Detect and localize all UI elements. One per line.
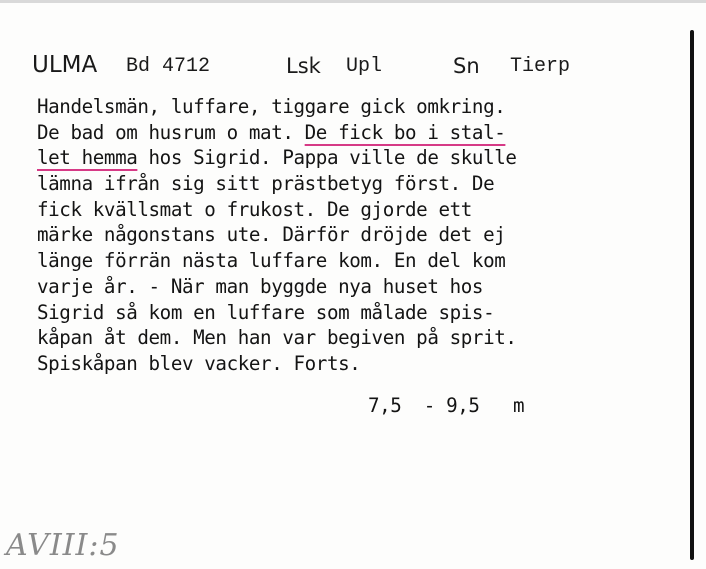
text-line: märke någonstans ute. Därför dröjde det ej <box>37 223 506 247</box>
underlined-segment: let hemma <box>37 146 138 170</box>
text-line: Spiskåpan blev vacker. Forts. <box>37 351 361 375</box>
text-segment: hos Sigrid. Pappa ville de skulle <box>137 146 517 170</box>
archive-name: ULMA <box>32 52 98 78</box>
card-top-edge <box>0 0 706 3</box>
text-segment: De bad om husrum o mat. <box>37 120 305 144</box>
text-line: länge förrän nästa luffare kom. En del kom <box>37 249 506 273</box>
text-line: varje år. - När man byggde nya huset hos <box>37 274 484 298</box>
text-line: lämna ifrån sig sitt prästbetyg först. De <box>37 172 495 196</box>
text-line: Handelsmän, luffare, tiggare gick omkring. <box>37 95 506 118</box>
text-line: Sigrid så kom en luffare som målade spis- <box>37 300 495 324</box>
text-line: fick kvällsmat o frukost. De gjorde ett <box>37 197 472 221</box>
measurement-text: 7,5 - 9,5 m <box>368 394 525 417</box>
underlined-segment: De fick bo i stal- <box>304 120 506 144</box>
landskap-label: Lsk <box>286 54 321 78</box>
socken-value: Tierp <box>510 55 571 78</box>
card-right-border <box>690 30 694 560</box>
card-header <box>32 52 652 86</box>
text-line: kåpan åt dem. Men han var begiven på sprit. <box>37 326 517 350</box>
card-body-text <box>37 94 677 377</box>
socken-label: Sn <box>453 54 480 78</box>
text-line <box>37 120 677 146</box>
volume-number: Bd 4712 <box>126 55 211 78</box>
landskap-value: Upl <box>346 55 383 78</box>
text-line <box>37 145 677 171</box>
pencil-signature: AVIII:5 <box>6 528 120 563</box>
